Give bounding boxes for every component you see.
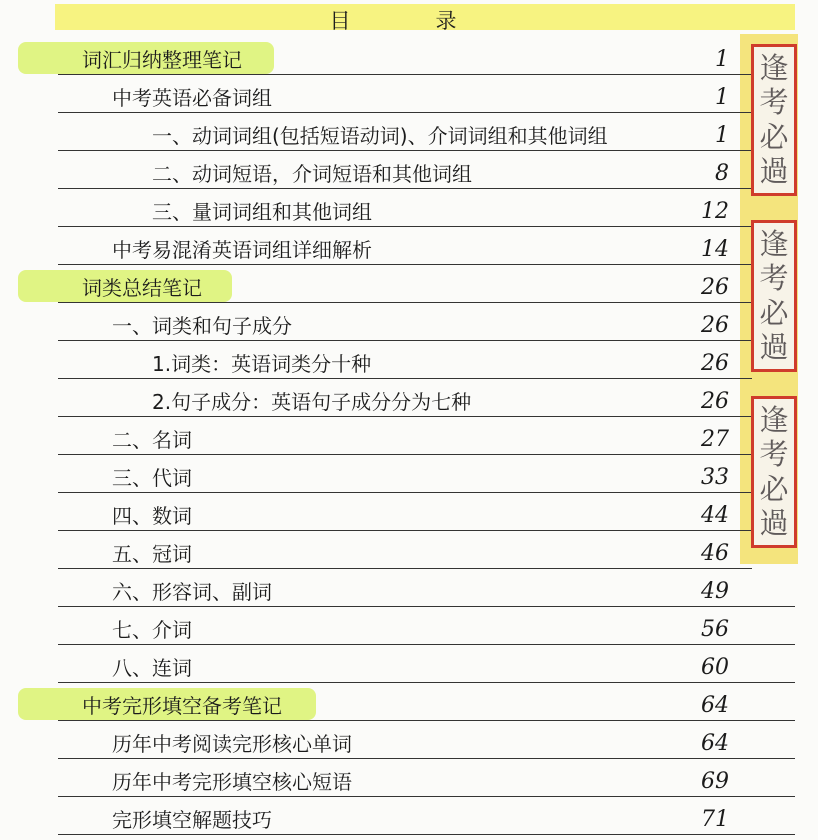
toc-entry-label: 二、名词 [112, 428, 192, 452]
seal-character: 考 [759, 261, 789, 296]
toc-row[interactable] [0, 348, 818, 384]
toc-entry-page: 1 [715, 85, 729, 110]
toc-entry-page: 64 [701, 693, 729, 718]
toc-row[interactable] [0, 120, 818, 156]
toc-rule [58, 834, 795, 835]
toc-entry-label: 中考易混淆英语词组详细解析 [112, 238, 372, 262]
seal-character: 過 [759, 505, 789, 540]
toc-rule [58, 378, 752, 379]
toc-row[interactable] [0, 196, 818, 232]
toc-entry-label: 1.词类：英语词类分十种 [152, 352, 372, 376]
toc-entry-page: 49 [701, 579, 729, 604]
toc-entry-page: 26 [701, 389, 729, 414]
toc-rule [58, 340, 752, 341]
toc-rule [58, 720, 795, 721]
toc-entry-label: 历年中考完形填空核心短语 [112, 770, 352, 794]
toc-row[interactable] [0, 272, 818, 308]
toc-entry-page: 27 [701, 427, 729, 452]
toc-rule [58, 416, 752, 417]
toc-row[interactable] [0, 538, 818, 574]
toc-row[interactable] [0, 82, 818, 118]
seal-character: 考 [759, 85, 789, 120]
toc-rule [58, 454, 752, 455]
seal-character: 必 [759, 471, 789, 506]
toc-entry-label: 五、冠词 [112, 542, 192, 566]
page-title: 目 录 [329, 9, 489, 33]
toc-entry-label: 八、连词 [112, 656, 192, 680]
toc-row[interactable] [0, 424, 818, 460]
seal-character: 考 [759, 437, 789, 472]
toc-row[interactable] [0, 153, 818, 194]
seal-stamp [751, 220, 797, 372]
toc-entry-page: 64 [701, 731, 729, 756]
toc-rule [58, 644, 795, 645]
toc-rule [58, 112, 752, 113]
toc-entry-page: 1 [715, 123, 729, 148]
toc-entry-label: 三、代词 [112, 466, 192, 490]
toc-entry-page: 44 [701, 503, 729, 528]
toc-entry-page: 26 [701, 351, 729, 376]
toc-row[interactable] [0, 576, 818, 612]
toc-entry-label: 七、介词 [112, 618, 192, 642]
toc-entry-label: 一、词类和句子成分 [112, 314, 292, 338]
toc-entry-label: 中考英语必备词组 [112, 86, 272, 110]
toc-entry-label: 六、形容词、副词 [112, 580, 272, 604]
toc-entry-page: 8 [715, 161, 729, 186]
seal-character: 過 [759, 153, 789, 188]
toc-row[interactable] [0, 728, 818, 764]
toc-entry-label: 三、量词词组和其他词组 [152, 200, 372, 224]
seal-stamp [751, 44, 797, 196]
toc-row[interactable] [0, 310, 818, 346]
toc-entry-label: 词汇归纳整理笔记 [82, 48, 242, 72]
toc-rule [58, 796, 795, 797]
toc-entry-label: 中考完形填空备考笔记 [82, 694, 282, 718]
toc-row[interactable] [0, 652, 818, 688]
toc-rule [58, 492, 752, 493]
toc-entry-page: 1 [715, 47, 729, 72]
toc-rule [58, 606, 795, 607]
toc-entry-label: 历年中考阅读完形核心单词 [112, 732, 352, 756]
toc-entry-label: 四、数词 [112, 504, 192, 528]
toc-entry-page: 12 [701, 199, 729, 224]
seal-character: 必 [759, 295, 789, 330]
toc-row[interactable] [0, 44, 818, 80]
toc-row[interactable] [0, 804, 818, 840]
toc-rule [58, 758, 795, 759]
seal-character: 逢 [759, 51, 789, 85]
toc-entry-page: 33 [701, 465, 729, 490]
toc-rule [58, 188, 752, 189]
toc-entry-page: 56 [701, 617, 729, 642]
toc-row[interactable] [0, 462, 818, 498]
toc-entry-label: 完形填空解题技巧 [112, 808, 272, 832]
toc-entry-page: 26 [701, 313, 729, 338]
toc-entry-page: 69 [701, 769, 729, 794]
toc-rule [58, 302, 752, 303]
toc-entry-page: 60 [701, 655, 729, 680]
toc-entry-label: 词类总结笔记 [82, 276, 202, 300]
toc-entry-page: 46 [701, 541, 729, 566]
toc-row[interactable] [0, 614, 818, 650]
toc-row[interactable] [0, 500, 818, 536]
seal-character: 必 [759, 119, 789, 154]
toc-entry-label: 二、动词短语，介词短语和其他词组 [152, 162, 472, 186]
toc-rule [58, 568, 752, 569]
toc-entry-page: 26 [701, 275, 729, 300]
toc-entry-label: 一、动词词组(包括短语动词)、介词词组和其他词组 [152, 124, 608, 148]
seal-stamp [751, 396, 797, 548]
toc-rule [58, 682, 795, 683]
seal-character: 過 [759, 329, 789, 364]
toc-rule [58, 264, 752, 265]
toc-entry-page: 71 [701, 807, 729, 832]
seal-character: 逢 [759, 227, 789, 261]
toc-row[interactable] [0, 386, 818, 422]
toc-rule [58, 150, 752, 151]
toc-entry-label: 2.句子成分：英语句子成分分为七种 [152, 390, 472, 414]
toc-rule [58, 530, 752, 531]
toc-entry-page: 14 [701, 237, 729, 262]
toc-rule [58, 74, 752, 75]
toc-row[interactable] [0, 690, 818, 726]
toc-rule [58, 226, 752, 227]
toc-row[interactable] [0, 766, 818, 802]
seal-character: 逢 [759, 403, 789, 437]
toc-row[interactable] [0, 234, 818, 270]
